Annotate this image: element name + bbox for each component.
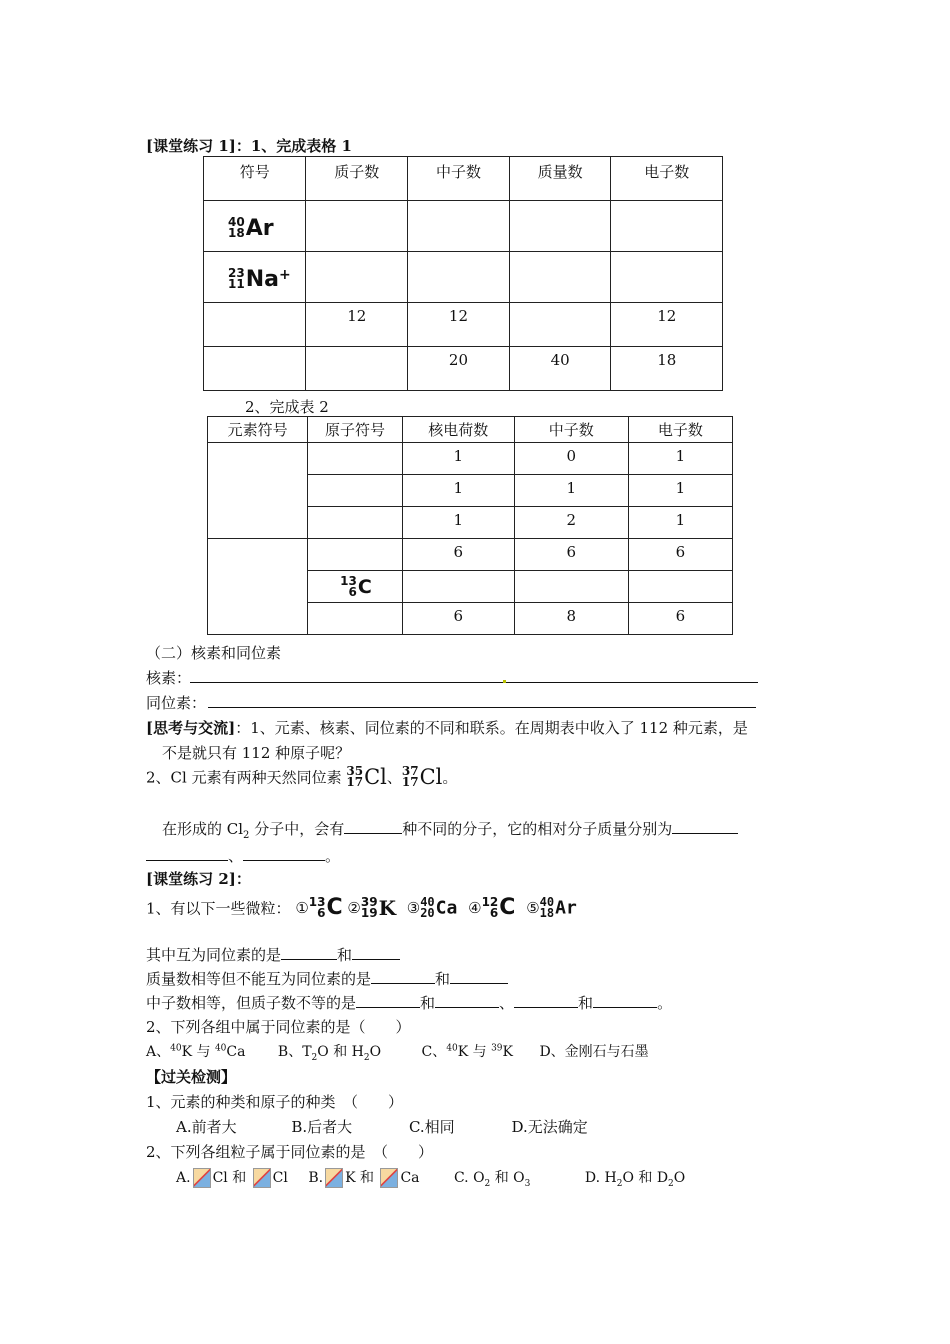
atomic-number: 11 <box>228 277 245 291</box>
think-text-1: ：1、元素、核素、同位素的不同和联系。在周期表中收入了 112 种元素，是 <box>235 719 748 737</box>
element-symbol: Ar <box>555 897 577 918</box>
mass-blank-3[interactable] <box>243 846 325 861</box>
subscript: 2 <box>243 830 250 841</box>
exercise-1-bracket: [课堂练习 1] <box>146 137 236 155</box>
table-cell[interactable] <box>408 201 510 252</box>
question-text: 其中互为同位素的是 <box>146 946 282 964</box>
table-cell: 0 <box>514 443 628 475</box>
question-2-options <box>146 1041 649 1063</box>
option-b[interactable]: B.后者大 <box>291 1118 353 1136</box>
item-number: ④ <box>468 899 482 917</box>
cl35-isotope <box>346 765 387 789</box>
table-cell: 8 <box>514 603 628 635</box>
separator: 、 <box>499 994 515 1012</box>
ar40-particle <box>539 894 577 920</box>
option-c[interactable]: C.相同 <box>408 1118 455 1136</box>
table-cell: 6 <box>402 603 514 635</box>
nuclide-label: 核素： <box>146 669 192 687</box>
ar40-symbol-cell <box>204 201 306 252</box>
table-cell[interactable] <box>408 252 510 303</box>
option-a[interactable]: A.前者大 <box>176 1118 237 1136</box>
element-symbol: Ar <box>245 215 274 241</box>
option-c[interactable]: C. $O_2$ 和 $O_3$ <box>453 1170 531 1189</box>
molecule-count-blank[interactable] <box>344 819 402 834</box>
table-cell[interactable] <box>611 201 723 252</box>
check-2-options <box>176 1167 685 1189</box>
option-b[interactable]: B. K 和 Ca <box>308 1170 420 1186</box>
broken-image-icon <box>193 1168 211 1188</box>
option-a[interactable]: A. Cl 和 Cl <box>176 1170 288 1186</box>
table-cell[interactable] <box>628 571 732 603</box>
section-2-title: （二）核素和同位素 <box>146 644 282 662</box>
table-1-header: 中子数 <box>408 157 510 201</box>
think-line-1 <box>146 717 748 738</box>
atom-symbol-cell[interactable] <box>308 603 403 635</box>
na23-ion <box>228 267 291 292</box>
table-cell: 1 <box>402 507 514 539</box>
stray-dot <box>503 680 506 683</box>
isotope-blank[interactable] <box>208 707 756 708</box>
table-row <box>204 347 723 391</box>
mass-number: 23 <box>228 266 245 280</box>
option-c[interactable]: C、$^{40}$K 与 $^{39}$K <box>421 1043 513 1060</box>
table-cell[interactable] <box>204 347 306 391</box>
atomic-number: 6 <box>348 584 357 599</box>
table-cell: 6 <box>402 539 514 571</box>
mass-number: 40 <box>228 215 245 229</box>
table-cell[interactable] <box>306 347 408 391</box>
isotopes-question <box>146 944 400 965</box>
atomic-number: 6 <box>317 905 326 920</box>
element-symbol: Cl <box>419 765 443 789</box>
table-cell: 1 <box>628 443 732 475</box>
table-1-header-row <box>204 157 723 201</box>
table-2 <box>207 416 733 635</box>
table-row <box>208 443 733 475</box>
answer-blank[interactable] <box>371 969 435 984</box>
particles-prefix: 1、有以下一些微粒： <box>146 899 291 918</box>
table-cell: 18 <box>611 347 723 391</box>
question-2: 2、下列各组中属于同位素的是（ ） <box>146 1018 411 1036</box>
mass-number: 37 <box>401 764 419 778</box>
table-cell[interactable] <box>611 252 723 303</box>
table-cell[interactable] <box>509 252 611 303</box>
table-1 <box>203 156 723 391</box>
table-cell: 1 <box>514 475 628 507</box>
cl-end: 。 <box>442 768 458 787</box>
table-row <box>204 303 723 347</box>
answer-blank[interactable] <box>281 945 337 960</box>
c13-isotope <box>340 573 372 599</box>
table-1-header: 符号 <box>204 157 306 201</box>
mass-number: 40 <box>539 894 555 909</box>
table-1-header: 电子数 <box>611 157 723 201</box>
cl37-isotope <box>402 765 443 789</box>
and-text: 和 <box>337 946 353 964</box>
answer-blank[interactable] <box>352 945 400 960</box>
separator: 、 <box>228 847 244 865</box>
cl-separator: 、 <box>386 768 402 787</box>
question-text: 中子数相等，但质子数不等的是 <box>146 994 357 1012</box>
element-symbol: K <box>378 896 396 920</box>
table-cell: 6 <box>628 603 732 635</box>
atom-symbol-cell[interactable] <box>308 475 403 507</box>
mass-number: 13 <box>340 573 357 588</box>
c12-particle <box>482 895 516 920</box>
ion-charge: + <box>278 266 291 283</box>
cl2-text: 在形成的 Cl <box>162 820 244 838</box>
cl-prefix: 2、Cl 元素有两种天然同位素 <box>146 768 342 787</box>
mass-number: 35 <box>346 764 364 778</box>
table-row <box>204 252 723 303</box>
and-text: 和 <box>420 994 436 1012</box>
atom-symbol-cell[interactable] <box>308 539 403 571</box>
answer-blank[interactable] <box>450 969 508 984</box>
element-symbol: C <box>499 895 516 920</box>
atomic-number: 18 <box>228 226 245 240</box>
cl2-question-line <box>162 818 738 841</box>
table-2-header: 原子符号 <box>308 417 403 443</box>
table-1-header: 质量数 <box>509 157 611 201</box>
ca40-particle <box>420 894 458 920</box>
question-text: 质量数相等但不能互为同位素的是 <box>146 970 372 988</box>
exercise-1-heading <box>146 135 352 156</box>
element-symbol: Cl <box>364 765 387 789</box>
table-cell[interactable] <box>402 571 514 603</box>
table-2-header: 元素符号 <box>208 417 308 443</box>
table-cell: 6 <box>628 539 732 571</box>
option-d[interactable]: D. $H_2O$ 和 $D_2O$ <box>584 1170 686 1189</box>
atomic-number: 18 <box>539 905 555 920</box>
table-cell: 6 <box>514 539 628 571</box>
think-bracket: [思考与交流] <box>146 719 236 737</box>
item-number: ① <box>295 899 309 917</box>
element-symbol: C <box>357 575 372 598</box>
table-cell: 40 <box>509 347 611 391</box>
cl2-text: 种不同的分子，它的相对分子质量分别为 <box>402 820 673 838</box>
isotope-label: 同位素： <box>146 694 207 712</box>
table-cell: 12 <box>408 303 510 347</box>
table-cell[interactable] <box>514 571 628 603</box>
item-number: ② <box>347 899 361 917</box>
mass-number: 13 <box>308 894 326 909</box>
table-2-header-row <box>208 417 733 443</box>
table-cell[interactable] <box>204 303 306 347</box>
atomic-number: 17 <box>346 775 364 789</box>
k39-particle <box>361 896 396 920</box>
table-2-heading: 2、完成表 2 <box>245 398 329 416</box>
table-cell: 1 <box>628 507 732 539</box>
period: 。 <box>657 994 673 1012</box>
atomic-number: 17 <box>401 775 419 789</box>
particles-line <box>146 895 577 920</box>
option-d[interactable]: D.无法确定 <box>511 1118 588 1136</box>
answer-blank[interactable] <box>514 993 578 1008</box>
table-cell: 1 <box>628 475 732 507</box>
table-cell: 2 <box>514 507 628 539</box>
check-1-options <box>176 1116 588 1137</box>
atomic-number: 20 <box>420 905 435 920</box>
check-heading: 【过关检测】 <box>146 1068 237 1086</box>
and-text: 和 <box>435 970 451 988</box>
cl2-question-line-2 <box>146 845 340 866</box>
broken-image-icon <box>253 1168 271 1188</box>
answer-blank[interactable] <box>356 993 420 1008</box>
mass-number: 39 <box>360 895 378 909</box>
mass-question <box>146 968 508 989</box>
mass-number: 12 <box>481 894 499 909</box>
table-cell: 12 <box>306 303 408 347</box>
table-cell[interactable] <box>509 201 611 252</box>
exercise-2-heading: [课堂练习 2]： <box>146 870 251 888</box>
table-cell[interactable] <box>509 303 611 347</box>
answer-blank[interactable] <box>435 993 499 1008</box>
table-2-header: 电子数 <box>628 417 732 443</box>
cl2-text: 分子中，会有 <box>249 820 345 838</box>
table-cell[interactable] <box>306 201 408 252</box>
table-2-header: 核电荷数 <box>402 417 514 443</box>
na23-symbol-cell <box>204 252 306 303</box>
table-cell: 1 <box>402 475 514 507</box>
mass-blank-1[interactable] <box>672 819 738 834</box>
element-symbol: C <box>326 895 343 920</box>
check-question-2: 2、下列各组粒子属于同位素的是 （ ） <box>146 1143 434 1161</box>
table-row <box>204 201 723 252</box>
broken-image-icon <box>380 1168 398 1188</box>
option-a[interactable]: A、$^{40}$K 与 $^{40}$Ca <box>146 1043 246 1060</box>
atom-symbol-cell[interactable] <box>308 507 403 539</box>
option-d[interactable]: D、金刚石与石墨 <box>539 1044 649 1060</box>
mass-number: 40 <box>420 894 435 909</box>
check-question-1: 1、元素的种类和原子的种类 （ ） <box>146 1093 404 1111</box>
atomic-number: 6 <box>489 905 499 920</box>
table-cell: 1 <box>402 443 514 475</box>
atom-symbol-cell[interactable] <box>308 443 403 475</box>
cl-isotopes-line <box>146 765 457 789</box>
neutron-question <box>146 992 672 1013</box>
table-cell: 12 <box>611 303 723 347</box>
broken-image-icon <box>325 1168 343 1188</box>
table-cell[interactable] <box>306 252 408 303</box>
item-number: ⑤ <box>526 899 540 917</box>
c13-particle <box>309 895 343 920</box>
c13-symbol-cell <box>308 571 403 603</box>
ar40-isotope <box>228 216 274 241</box>
table-2-header: 中子数 <box>514 417 628 443</box>
exercise-1-title: ：1、完成表格 1 <box>235 137 352 155</box>
element-symbol: Na <box>245 266 279 292</box>
nuclide-blank[interactable] <box>190 682 758 683</box>
and-text: 和 <box>578 994 594 1012</box>
element-symbol-cell[interactable] <box>208 539 308 635</box>
table-1-header: 质子数 <box>306 157 408 201</box>
table-cell: 20 <box>408 347 510 391</box>
mass-blank-2[interactable] <box>146 846 228 861</box>
answer-blank[interactable] <box>593 993 657 1008</box>
period: 。 <box>325 847 341 865</box>
table-row <box>208 539 733 571</box>
element-symbol-cell[interactable] <box>208 443 308 539</box>
item-number: ③ <box>406 899 421 917</box>
atomic-number: 19 <box>360 906 378 920</box>
option-b[interactable]: B、$T_2O$ 和 $H_2O$ <box>277 1044 382 1063</box>
think-line-2: 不是就只有 112 种原子呢？ <box>162 744 351 762</box>
element-symbol: Ca <box>435 897 458 918</box>
